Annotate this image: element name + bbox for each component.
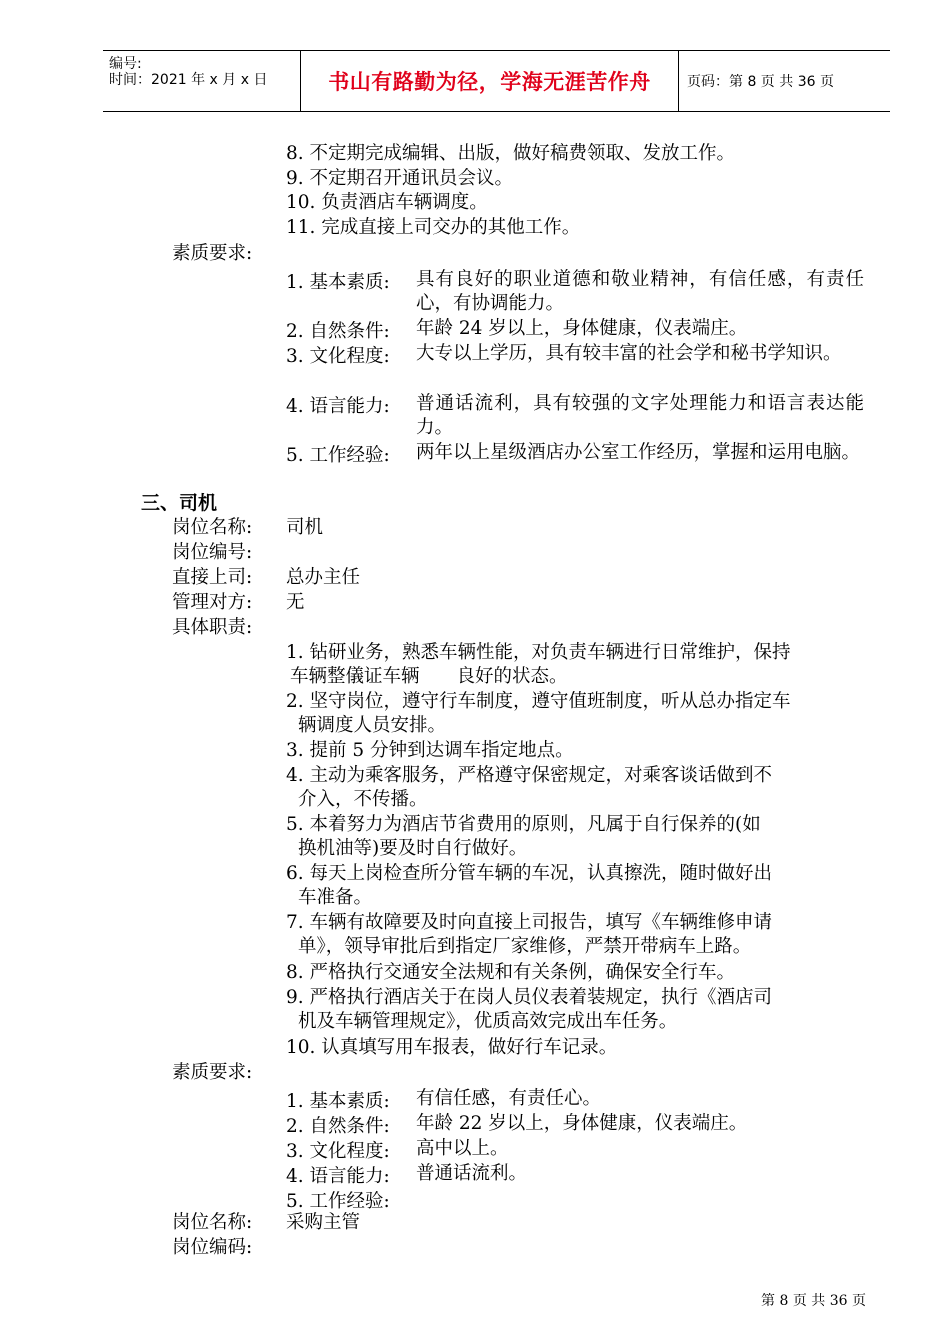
duty-line-cont: 车辆整儀证车辆 良好的状态。: [290, 666, 568, 687]
quality-label: 3. 文化程度:: [286, 1141, 390, 1162]
field-label: 岗位编号:: [172, 542, 253, 563]
quality-label: 5. 工作经验:: [286, 445, 390, 466]
field-value: 无: [286, 592, 305, 613]
header-meta: [103, 51, 301, 111]
duty-line-cont: 辆调度人员安排。: [298, 715, 447, 736]
duty-line: 2. 坚守岗位，遵守行车制度，遵守值班制度，听从总办指定车: [286, 691, 791, 712]
field-label: 岗位名称:: [172, 1212, 253, 1233]
field-label: 岗位名称:: [172, 517, 253, 538]
quality-heading: 素质要求:: [172, 243, 253, 264]
duty-line: 9. 严格执行酒店关于在岗人员仪表着装规定，执行《酒店司: [286, 987, 773, 1008]
duty-line: 5. 本着努力为酒店节省费用的原则，凡属于自行保养的(如: [286, 814, 761, 835]
quality-text: 具有良好的职业道德和敬业精神，有信任感，有责任心，有协调能力。: [416, 269, 864, 314]
field-label: 管理对方:: [172, 592, 253, 613]
duty-line: 9. 不定期召开通讯员会议。: [286, 168, 514, 189]
duty-line: 10. 认真填写用车报表，做好行车记录。: [286, 1037, 618, 1058]
section-heading: 三、司机: [141, 492, 218, 514]
quality-text: 高中以上。: [416, 1138, 509, 1159]
duty-line: 7. 车辆有故障要及时向直接上司报告，填写《车辆维修申请: [286, 912, 773, 933]
header-page-info: 页码：第 8 页 共 36 页: [687, 74, 834, 90]
quality-text: 普通话流利，具有较强的文字处理能力和语言表达能力。: [416, 393, 864, 438]
field-label: 岗位编码:: [172, 1237, 253, 1258]
field-value: 采购主管: [286, 1212, 361, 1233]
quality-text: 有信任感，有责任心。: [416, 1088, 602, 1109]
field-label: 直接上司:: [172, 567, 253, 588]
field-value: 司机: [286, 517, 324, 538]
duty-line: 8. 严格执行交通安全法规和有关条例，确保安全行车。: [286, 962, 736, 983]
field-label: 具体职责:: [172, 617, 253, 638]
quality-text: 普通话流利。: [416, 1163, 528, 1184]
duty-line-cont: 车准备。: [298, 887, 373, 908]
quality-text: 大专以上学历，具有较丰富的社会学和秘书学知识。: [416, 343, 842, 364]
quality-label: 1. 基本素质:: [286, 272, 390, 293]
duty-line: 4. 主动为乘客服务，严格遵守保密规定，对乘客谈话做到不: [286, 765, 773, 786]
quality-heading: 素质要求:: [172, 1062, 253, 1083]
header-number-label: 编号:: [109, 56, 142, 72]
header-motto-cell: [301, 51, 679, 111]
quality-label: 2. 自然条件:: [286, 321, 390, 342]
duty-line: 11. 完成直接上司交办的其他工作。: [286, 217, 581, 238]
quality-text: 两年以上星级酒店办公室工作经历，掌握和运用电脑。: [416, 442, 861, 463]
duty-line: 1. 钻研业务，熟悉车辆性能，对负责车辆进行日常维护，保持: [286, 642, 791, 663]
duty-line-cont: 机及车辆管理规定》，优质高效完成出车任务。: [298, 1011, 678, 1032]
header-time-label: 时间：2021 年 x 月 x 日: [109, 72, 268, 88]
field-value: 总办主任: [286, 567, 361, 588]
quality-label: 3. 文化程度:: [286, 346, 390, 367]
quality-text: 年龄 24 岁以上，身体健康，仪表端庄。: [416, 318, 748, 339]
quality-text: 年龄 22 岁以上，身体健康，仪表端庄。: [416, 1113, 748, 1134]
duty-line: 8. 不定期完成编辑、出版，做好稿费领取、发放工作。: [286, 143, 736, 164]
duty-line-cont: 单》，领导审批后到指定厂家维修，严禁开带病车上路。: [298, 936, 752, 957]
duty-line-cont: 换机油等)要及时自行做好。: [298, 838, 528, 859]
quality-label: 1. 基本素质:: [286, 1091, 390, 1112]
quality-label: 5. 工作经验:: [286, 1191, 390, 1212]
duty-line-cont: 介入，不传播。: [298, 789, 428, 810]
quality-label: 2. 自然条件:: [286, 1116, 390, 1137]
duty-line: 10. 负责酒店车辆调度。: [286, 192, 488, 213]
header-motto: 书山有路勤为径，学海无涯苦作舟: [328, 70, 651, 94]
quality-label: 4. 语言能力:: [286, 396, 390, 417]
duty-line: 3. 提前 5 分钟到达调车指定地点。: [286, 740, 574, 761]
footer-page-info: 第 8 页 共 36 页: [761, 1293, 866, 1309]
duty-line: 6. 每天上岗检查所分管车辆的车况，认真擦洗，随时做好出: [286, 863, 773, 884]
quality-label: 4. 语言能力:: [286, 1166, 390, 1187]
page-header: [103, 50, 890, 112]
